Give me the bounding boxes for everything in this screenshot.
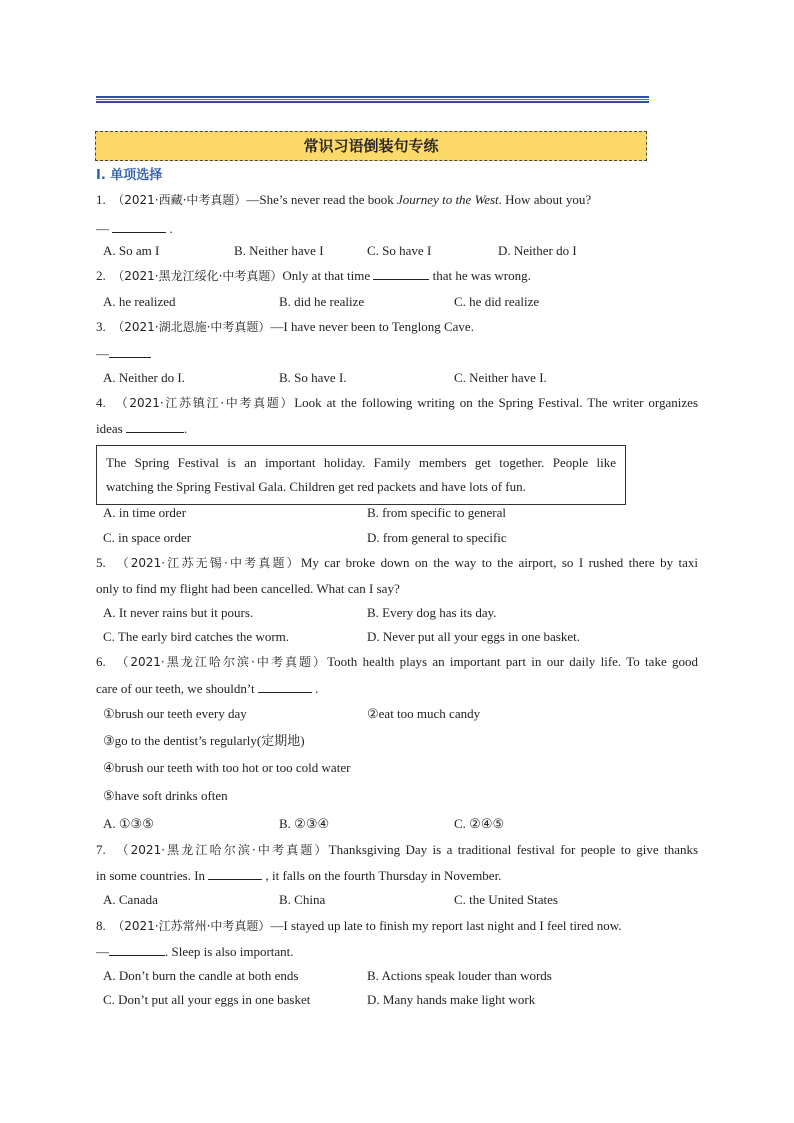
answer-blank[interactable] — [126, 420, 184, 433]
option[interactable]: A. It never rains but it pours. — [103, 605, 254, 620]
option[interactable]: B. China — [279, 892, 326, 907]
option[interactable]: A. Canada — [103, 892, 158, 907]
option[interactable]: B. from specific to general — [367, 505, 506, 520]
option[interactable]: B. Actions speak louder than words — [367, 968, 552, 983]
question-6-line2: care of our teeth, we shouldn’t . — [96, 681, 319, 696]
answer-blank[interactable] — [208, 867, 262, 880]
answer-blank[interactable] — [109, 345, 151, 358]
option[interactable]: C. ②④⑤ — [454, 816, 505, 831]
option[interactable]: B. did he realize — [279, 294, 365, 309]
question-7-line2: in some countries. In , it falls on the fourth Thursday in November. — [96, 868, 502, 883]
option[interactable]: C. Neither have I. — [454, 370, 547, 385]
passage-line: watching the Spring Festival Gala. Children get red packets and have lots of fun. — [106, 479, 526, 494]
question-7: 7. （2021·黑龙江哈尔滨·中考真题）Thanksgiving Day is a traditional festival for people to give thanks — [96, 842, 699, 857]
option[interactable]: C. So have I — [367, 243, 432, 258]
section-heading: I. 单项选择 — [96, 168, 163, 183]
option[interactable]: C. the United States — [454, 892, 558, 907]
option[interactable]: C. in space order — [103, 530, 192, 545]
answer-blank[interactable] — [258, 680, 312, 693]
option[interactable]: B. So have I. — [279, 370, 347, 385]
list-item: ①brush our teeth every day — [103, 706, 247, 721]
option[interactable]: D. Neither do I — [498, 243, 577, 258]
answer-blank[interactable] — [112, 220, 166, 233]
option[interactable]: B. Every dog has its day. — [367, 605, 497, 620]
question-3: 3. （2021·湖北恩施·中考真题）—I have never been to Tenglong Cave. — [96, 319, 474, 334]
option[interactable]: D. Never put all your eggs in one basket. — [367, 629, 581, 644]
question-4: 4. （2021·江苏镇江·中考真题）Look at the following writing on the Spring Festival. The writer organizes — [96, 395, 699, 410]
answer-blank[interactable] — [109, 943, 165, 956]
question-6: 6. （2021·黑龙江哈尔滨·中考真题）Tooth health plays an important part in our daily life. To take good — [96, 654, 699, 669]
option[interactable]: C. Don’t put all your eggs in one basket — [103, 992, 311, 1007]
option[interactable]: A. ①③⑤ — [103, 816, 154, 831]
question-3-reply: — — [96, 345, 151, 363]
answer-blank[interactable] — [373, 267, 429, 280]
passage-line: The Spring Festival is an important holiday. Family members get together. People like — [106, 455, 616, 470]
option[interactable]: B. Neither have I — [234, 243, 324, 258]
page-title: 常识习语倒装句专练 — [95, 131, 647, 161]
question-5: 5. （2021·江苏无锡·中考真题）My car broke down on the way to the airport, so I rushed there by taxi — [96, 555, 698, 570]
list-item: ②eat too much candy — [367, 706, 481, 721]
question-1: 1. （2021·西藏·中考真题）—She’s never read the book Journey to the West. How about you? — [96, 192, 592, 207]
option[interactable]: A. in time order — [103, 505, 187, 520]
question-1-reply: — . — [96, 221, 173, 236]
option[interactable]: C. The early bird catches the worm. — [103, 629, 290, 644]
question-2: 2. （2021·黑龙江绥化·中考真题）Only at that time that he was wrong. — [96, 268, 531, 283]
option[interactable]: A. Don’t burn the candle at both ends — [103, 968, 299, 983]
question-5-line2: only to find my flight had been cancelled. What can I say? — [96, 581, 400, 596]
option[interactable]: D. from general to specific — [367, 530, 507, 545]
list-item: ④brush our teeth with too hot or too cold water — [103, 760, 351, 775]
option[interactable]: C. he did realize — [454, 294, 540, 309]
question-8: 8. （2021·江苏常州·中考真题）—I stayed up late to finish my report last night and I feel tired now. — [96, 918, 622, 933]
option[interactable]: A. So am I — [103, 243, 160, 258]
list-item: ③go to the dentist’s regularly(定期地) — [103, 733, 305, 748]
question-4-line2: ideas . — [96, 421, 188, 436]
option[interactable]: A. Neither do I. — [103, 370, 185, 385]
list-item: ⑤have soft drinks often — [103, 788, 228, 803]
question-8-reply: — . Sleep is also important. — [96, 944, 294, 959]
option[interactable]: B. ②③④ — [279, 816, 330, 831]
option[interactable]: A. he realized — [103, 294, 176, 309]
reading-passage — [96, 445, 626, 505]
option[interactable]: D. Many hands make light work — [367, 992, 536, 1007]
